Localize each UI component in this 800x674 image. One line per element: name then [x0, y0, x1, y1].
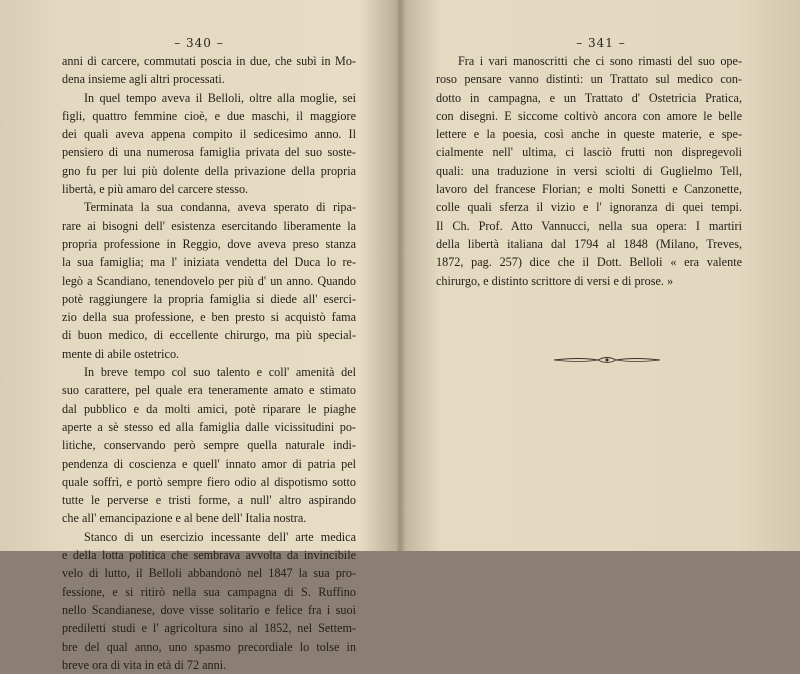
text-line: pensiero di una numerosa famiglia privata del suo soste-: [62, 145, 356, 160]
decorative-rule-ornament: [552, 354, 662, 366]
text-line: che all' emancipazione e al bene dell' Italia nostra.: [62, 511, 307, 526]
text-line: figli, quattro femmine cioè, e due maschi, il maggiore: [62, 108, 356, 123]
text-line: In quel tempo aveva il Belloli, oltre alla moglie, sei: [84, 90, 356, 105]
text-line: chirurgo, e distinto scrittore di versi e di prose. »: [436, 273, 674, 288]
right-page: [402, 0, 800, 551]
text-line: tutte le perverse e tristi forme, a null' altro aspirando: [62, 493, 356, 508]
text-line: potè raggiungere la propria famiglia si diede all' eserci-: [62, 291, 356, 306]
text-line: lavoro del francese Florian; e molti Sonetti e Canzonette,: [436, 182, 742, 197]
text-line: bre del qual anno, uno spasmo precordiale lo tolse in: [62, 639, 356, 654]
text-line: anni di carcere, commutati poscia in due, che subì in Mo-: [62, 54, 356, 68]
text-line: libertà, e più amaro del carcere stesso.: [62, 182, 249, 197]
text-line: pendenza di coscienza e quell' innato amor di patria pel: [62, 456, 356, 471]
text-line: dena insieme agli altri processati.: [62, 72, 225, 87]
text-line: aperte a sè stesso ed alla famiglia dalle vicissitudini po-: [62, 419, 356, 434]
text-line: la sua famiglia; ma l' iniziata vendetta del Duca lo re-: [62, 255, 356, 270]
text-line: di buon medico, di eccellente chirurgo, ma più special-: [62, 328, 356, 343]
text-line: fessione, e si ritirò nella sua campagna di S. Ruffino: [62, 584, 356, 599]
text-line: quali: una traduzione in versi sciolti di Guglielmo Tell,: [436, 163, 742, 178]
text-line: velo di lutto, il Belloli abbandonò nel 1847 la sua pro-: [62, 566, 356, 581]
text-line: zio della sua professione, e ben presto si acquistò fama: [62, 310, 356, 325]
text-line: della libertà italiana dal 1794 al 1848 (Milano, Treves,: [436, 236, 742, 251]
left-page-number: – 340 –: [174, 36, 224, 50]
text-line: rare ai bisogni dell' esistenza esercitando liberamente la: [62, 218, 356, 233]
text-line: nello Scandianese, dove visse solitario e felice fra i suoi: [62, 602, 356, 617]
left-page: [0, 0, 398, 672]
left-page-body: [62, 52, 356, 674]
text-line: colle quali sferza il vizio e l' ignoranza di quei tempi.: [436, 200, 742, 215]
text-line: con disegni. E siccome coltivò ancora con amore le belle: [436, 108, 742, 123]
text-line: suo carattere, pel quale era teneramente amato e stimato: [62, 383, 356, 398]
right-page-number: – 341 –: [576, 36, 626, 50]
text-line: propria professione in Reggio, dove aveva preso stanza: [62, 236, 356, 251]
text-line: 1872, pag. 257) dice che il Dott. Belloli « era valente: [436, 255, 742, 270]
text-line: Il Ch. Prof. Atto Vannucci, nella sua opera: I martiri: [436, 218, 742, 233]
text-line: In breve tempo col suo talento e coll' amenità del: [84, 365, 356, 380]
text-line: mente di abile ostetrico.: [62, 346, 180, 361]
text-line: Fra i vari manoscritti che ci sono rimasti del suo ope-: [458, 54, 742, 68]
text-line: Stanco di un esercizio incessante dell' arte medica: [84, 529, 356, 544]
text-line: prediletti studi e l' agricoltura sino al 1852, nel Settem-: [62, 621, 356, 636]
right-page-body: [436, 52, 742, 290]
text-line: Terminata la sua condanna, aveva sperato di ripa-: [84, 200, 356, 215]
text-line: dotto in campagna, e un Trattato d' Ostetricia Pratica,: [436, 90, 742, 105]
text-line: dal pubblico e da molti amici, potè riparare le piaghe: [62, 401, 356, 416]
text-line: dei quali aveva appena compito il sedicesimo anno. Il: [62, 127, 356, 142]
text-line: legò a Scandiano, tenendovelo per più d' un anno. Quando: [62, 273, 356, 288]
text-line: lettere e la poesia, così anche in queste materie, e spe-: [436, 127, 742, 142]
text-line: gno fu per lui più dolente della privazione della propria: [62, 163, 356, 178]
text-line: e della lotta politica che sembrava avvolta da invincibile: [62, 548, 356, 563]
text-line: breve ora di vita in età di 72 anni.: [62, 657, 227, 672]
text-line: quale soffrì, e portò sempre fiero odio al dispotismo sotto: [62, 474, 356, 489]
text-line: litiche, conservando però sempre quella naturale indi-: [62, 438, 356, 453]
text-line: cialmente nell' ultima, ci lasciò frutti non dispregevoli: [436, 145, 742, 160]
text-line: roso pensare vanno distinti: un Trattato sul medico con-: [436, 72, 742, 87]
